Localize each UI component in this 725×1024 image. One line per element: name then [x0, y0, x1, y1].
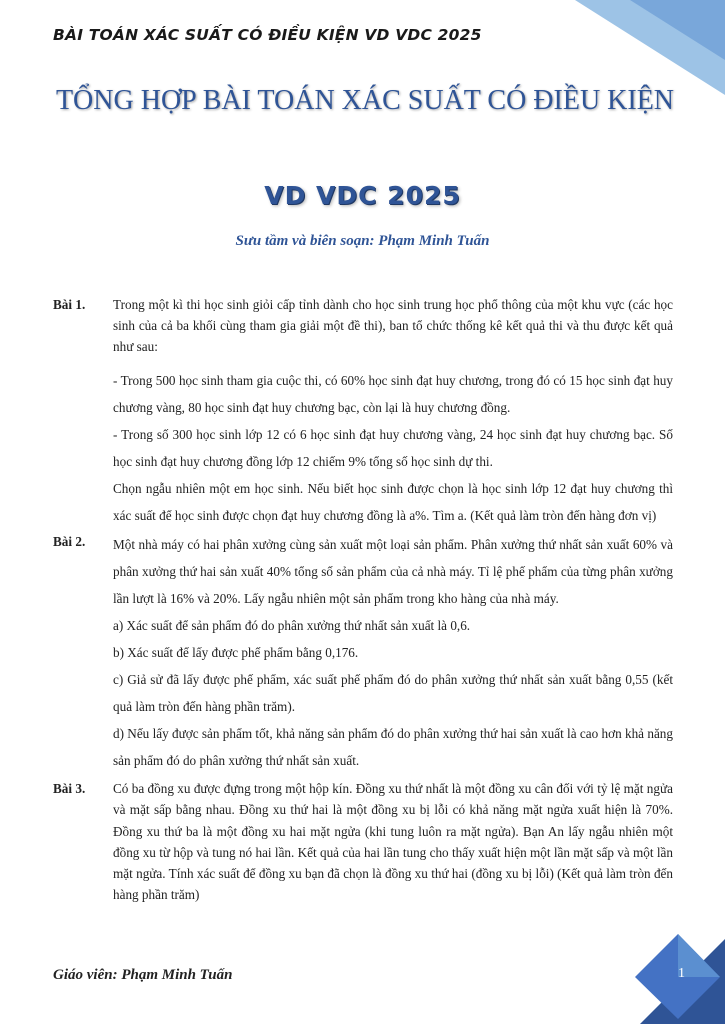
problem-3: [53, 778, 673, 906]
document-subtitle: VD VDC 2025: [264, 181, 461, 210]
document-title: TỔNG HỢP BÀI TOÁN XÁC SUẤT CÓ ĐIỀU KIỆN: [55, 85, 675, 116]
problem-paragraph: b) Xác suất để lấy được phế phẩm bằng 0,176.: [113, 645, 359, 660]
problem-body: [113, 531, 673, 774]
problem-paragraph: a) Xác suất để sản phẩm đó do phân xưởng thứ nhất sản xuất là 0,6.: [113, 618, 471, 633]
problem-label: Bài 1.: [53, 297, 86, 312]
problem-label: Bài 2.: [53, 534, 86, 549]
problem-1: [53, 294, 673, 529]
problem-body: [113, 778, 673, 906]
problem-paragraph: - Trong 500 học sinh tham gia cuộc thi, có 60% học sinh đạt huy chương, trong đó có 15 học sinh đạt huy chương vàng, 80 học sinh đạt huy chương bạc, còn lại là huy chương đồng.: [113, 373, 673, 415]
problem-paragraph: Chọn ngẫu nhiên một em học sinh. Nếu biết học sinh được chọn là học sinh lớp 12 đạt huy chương thì xác suất để học sinh được chọn đạt huy chương đồng là a%. Tìm a. (Kết quả làm tròn đến hàng đơn vị): [113, 481, 673, 523]
problem-paragraph: c) Giả sử đã lấy được phế phẩm, xác suất phế phẩm đó do phân xưởng thứ nhất sản xuất bằng 0,55 (kết quả làm tròn đến hàng phần trăm).: [113, 672, 673, 714]
problem-paragraph: Có ba đồng xu được đựng trong một hộp kín. Đồng xu thứ nhất là một đồng xu cân đối với tỷ lệ mặt ngửa và mặt sấp bằng nhau. Đồng xu thứ hai là một đồng xu bị lỗi có khả năng mặt ngửa xuất hiện là 70%. Đồng xu thứ ba là một đồng xu hai mặt ngửa (khi tung luôn ra mặt ngửa). Bạn An lấy ngẫu nhiên một đồng xu từ hộp và tung nó hai lần. Kết quả của hai lần tung cho thấy xuất hiện một lần mặt sấp và một lần mặt ngửa. Tính xác suất để đồng xu bạn đã chọn là đồng xu thứ hai (đồng xu bị lỗi) (Kết quả làm tròn đến hàng phần trăm): [113, 781, 673, 903]
author-line: Sưu tầm và biên soạn: Phạm Minh Tuấn: [235, 233, 490, 249]
header-title: BÀI TOÁN XÁC SUẤT CÓ ĐIỀU KIỆN VD VDC 2025: [53, 26, 482, 44]
problem-body: [113, 294, 673, 529]
problem-2: [53, 531, 673, 774]
problem-list: [53, 294, 673, 906]
problem-paragraph: Trong một kì thi học sinh giỏi cấp tỉnh dành cho học sinh trung học phổ thông của một khu vực (các học sinh của cả ba khối cùng tham gia giải một đề thi), ban tổ chức thống kê kết quả thi và thu được kết quả như sau:: [113, 297, 673, 354]
footer-teacher: Giáo viên: Phạm Minh Tuấn: [53, 967, 233, 983]
problem-paragraph: Một nhà máy có hai phân xưởng cùng sản xuất một loại sản phẩm. Phân xưởng thứ nhất sản xuất 60% và phân xưởng thứ hai sản xuất 40% tổng số sản phẩm của cả nhà máy. Tỉ lệ phế phẩm của từng phân xưởng lần lượt là 16% và 20%. Lấy ngẫu nhiên một sản phẩm trong kho hàng của nhà máy.: [113, 537, 673, 606]
problem-paragraph: - Trong số 300 học sinh lớp 12 có 6 học sinh đạt huy chương vàng, 24 học sinh đạt huy chương bạc. Số học sinh đạt huy chương đồng lớp 12 chiếm 9% tổng số học sinh dự thi.: [113, 427, 673, 469]
problem-label: Bài 3.: [53, 781, 86, 796]
page-number: 1: [678, 966, 685, 981]
problem-paragraph: d) Nếu lấy được sản phẩm tốt, khả năng sản phẩm đó do phân xưởng thứ hai sản xuất là cao hơn khả năng sản phẩm đó do phân xưởng thứ nhất sản xuất.: [113, 726, 673, 768]
